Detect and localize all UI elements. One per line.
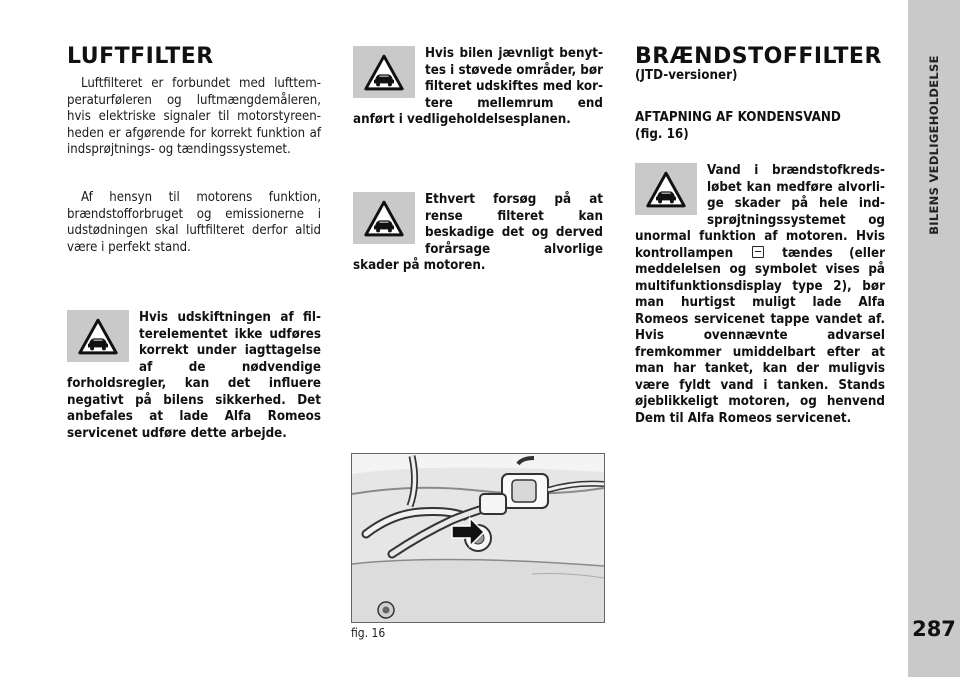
warning-icon-frame — [635, 163, 697, 215]
warning-triangle-icon — [364, 200, 404, 237]
warning-text-part2: tændes (eller meddelelsen og symbolet vises på multifunktionsdisplay type 2), bør man hurtigst muligt lade Alfa Romeos servicenet tappe vandet af. Hvis ovennævnte advarsel fremkommer umiddelbart efter at man har tanket, kan der muligvis være fyldt vand i tanken. Stands øjeblikkeligt motoren, og henvend Dem til Alfa Romeos servicenet. — [635, 245, 885, 426]
warning-box-dusty — [353, 46, 603, 129]
warning-triangle-icon — [78, 318, 118, 355]
warning-box-water — [635, 163, 885, 427]
heading-braendstoffilter: BRÆNDSTOFFILTER — [635, 44, 882, 69]
section-title: AFTAPNING AF KONDENSVAND — [635, 110, 841, 125]
heading-luftfilter: LUFTFILTER — [67, 44, 214, 69]
warning-text-part1: Vand i brændstofkredsløbet kan medføre alvorlige skader på hele indsprøjtningssystemet og unormal funktion af motoren. Hvis kontrollampen — [635, 163, 885, 261]
warning-icon-frame — [353, 192, 415, 244]
warning-triangle-icon — [646, 171, 686, 208]
warning-box-cleaning — [353, 192, 603, 275]
warning-triangle-icon — [364, 54, 404, 91]
warning-text: Hvis udskiftningen af filterelementet ikke udføres korrekt under iagttagelse af de nødvendige forholdsregler, kan det influere negativt på bilens sikkerhed. Det anbefales at lade Alfa Romeos servicenet udføre dette arbejde. — [67, 310, 321, 441]
page-number: 287 — [912, 617, 956, 641]
warning-icon-frame — [353, 46, 415, 98]
warning-box-replacement — [67, 310, 321, 442]
figure-engine-photo — [351, 453, 605, 623]
paragraph-intro: Luftfilteret er forbundet med lufttemperaturføleren og luftmængdemåleren, hvis elektriske signaler til motorstyreenheden er afgørende for korrekt funktion af indsprøjtnings- og tændingssystemet. — [67, 76, 321, 158]
section-figure-ref: (fig. 16) — [635, 127, 689, 142]
chapter-title: BILENS VEDLIGEHOLDELSE — [927, 55, 942, 235]
water-in-fuel-warning-light-icon — [752, 246, 764, 258]
warning-text: Ethvert forsøg på at rense filteret kan beskadige det og derved forårsage alvorlige skader på motoren. — [353, 192, 603, 273]
warning-icon-frame — [67, 310, 129, 362]
paragraph-condition: Af hensyn til motorens funktion, brændstofforbruget og emissionerne i udstødningen skal luftfilteret derfor altid være i perfekt stand. — [67, 190, 321, 255]
subheading-jtd: (JTD-versioner) — [635, 68, 738, 83]
engine-fuel-filter-illustration — [352, 454, 604, 622]
warning-text: Hvis bilen jævnligt benyttes i støvede områder, bør filteret udskiftes med kortere mellemrum end anført i vedligeholdelsesplanen. — [353, 46, 603, 127]
figure-caption: fig. 16 — [351, 626, 386, 640]
